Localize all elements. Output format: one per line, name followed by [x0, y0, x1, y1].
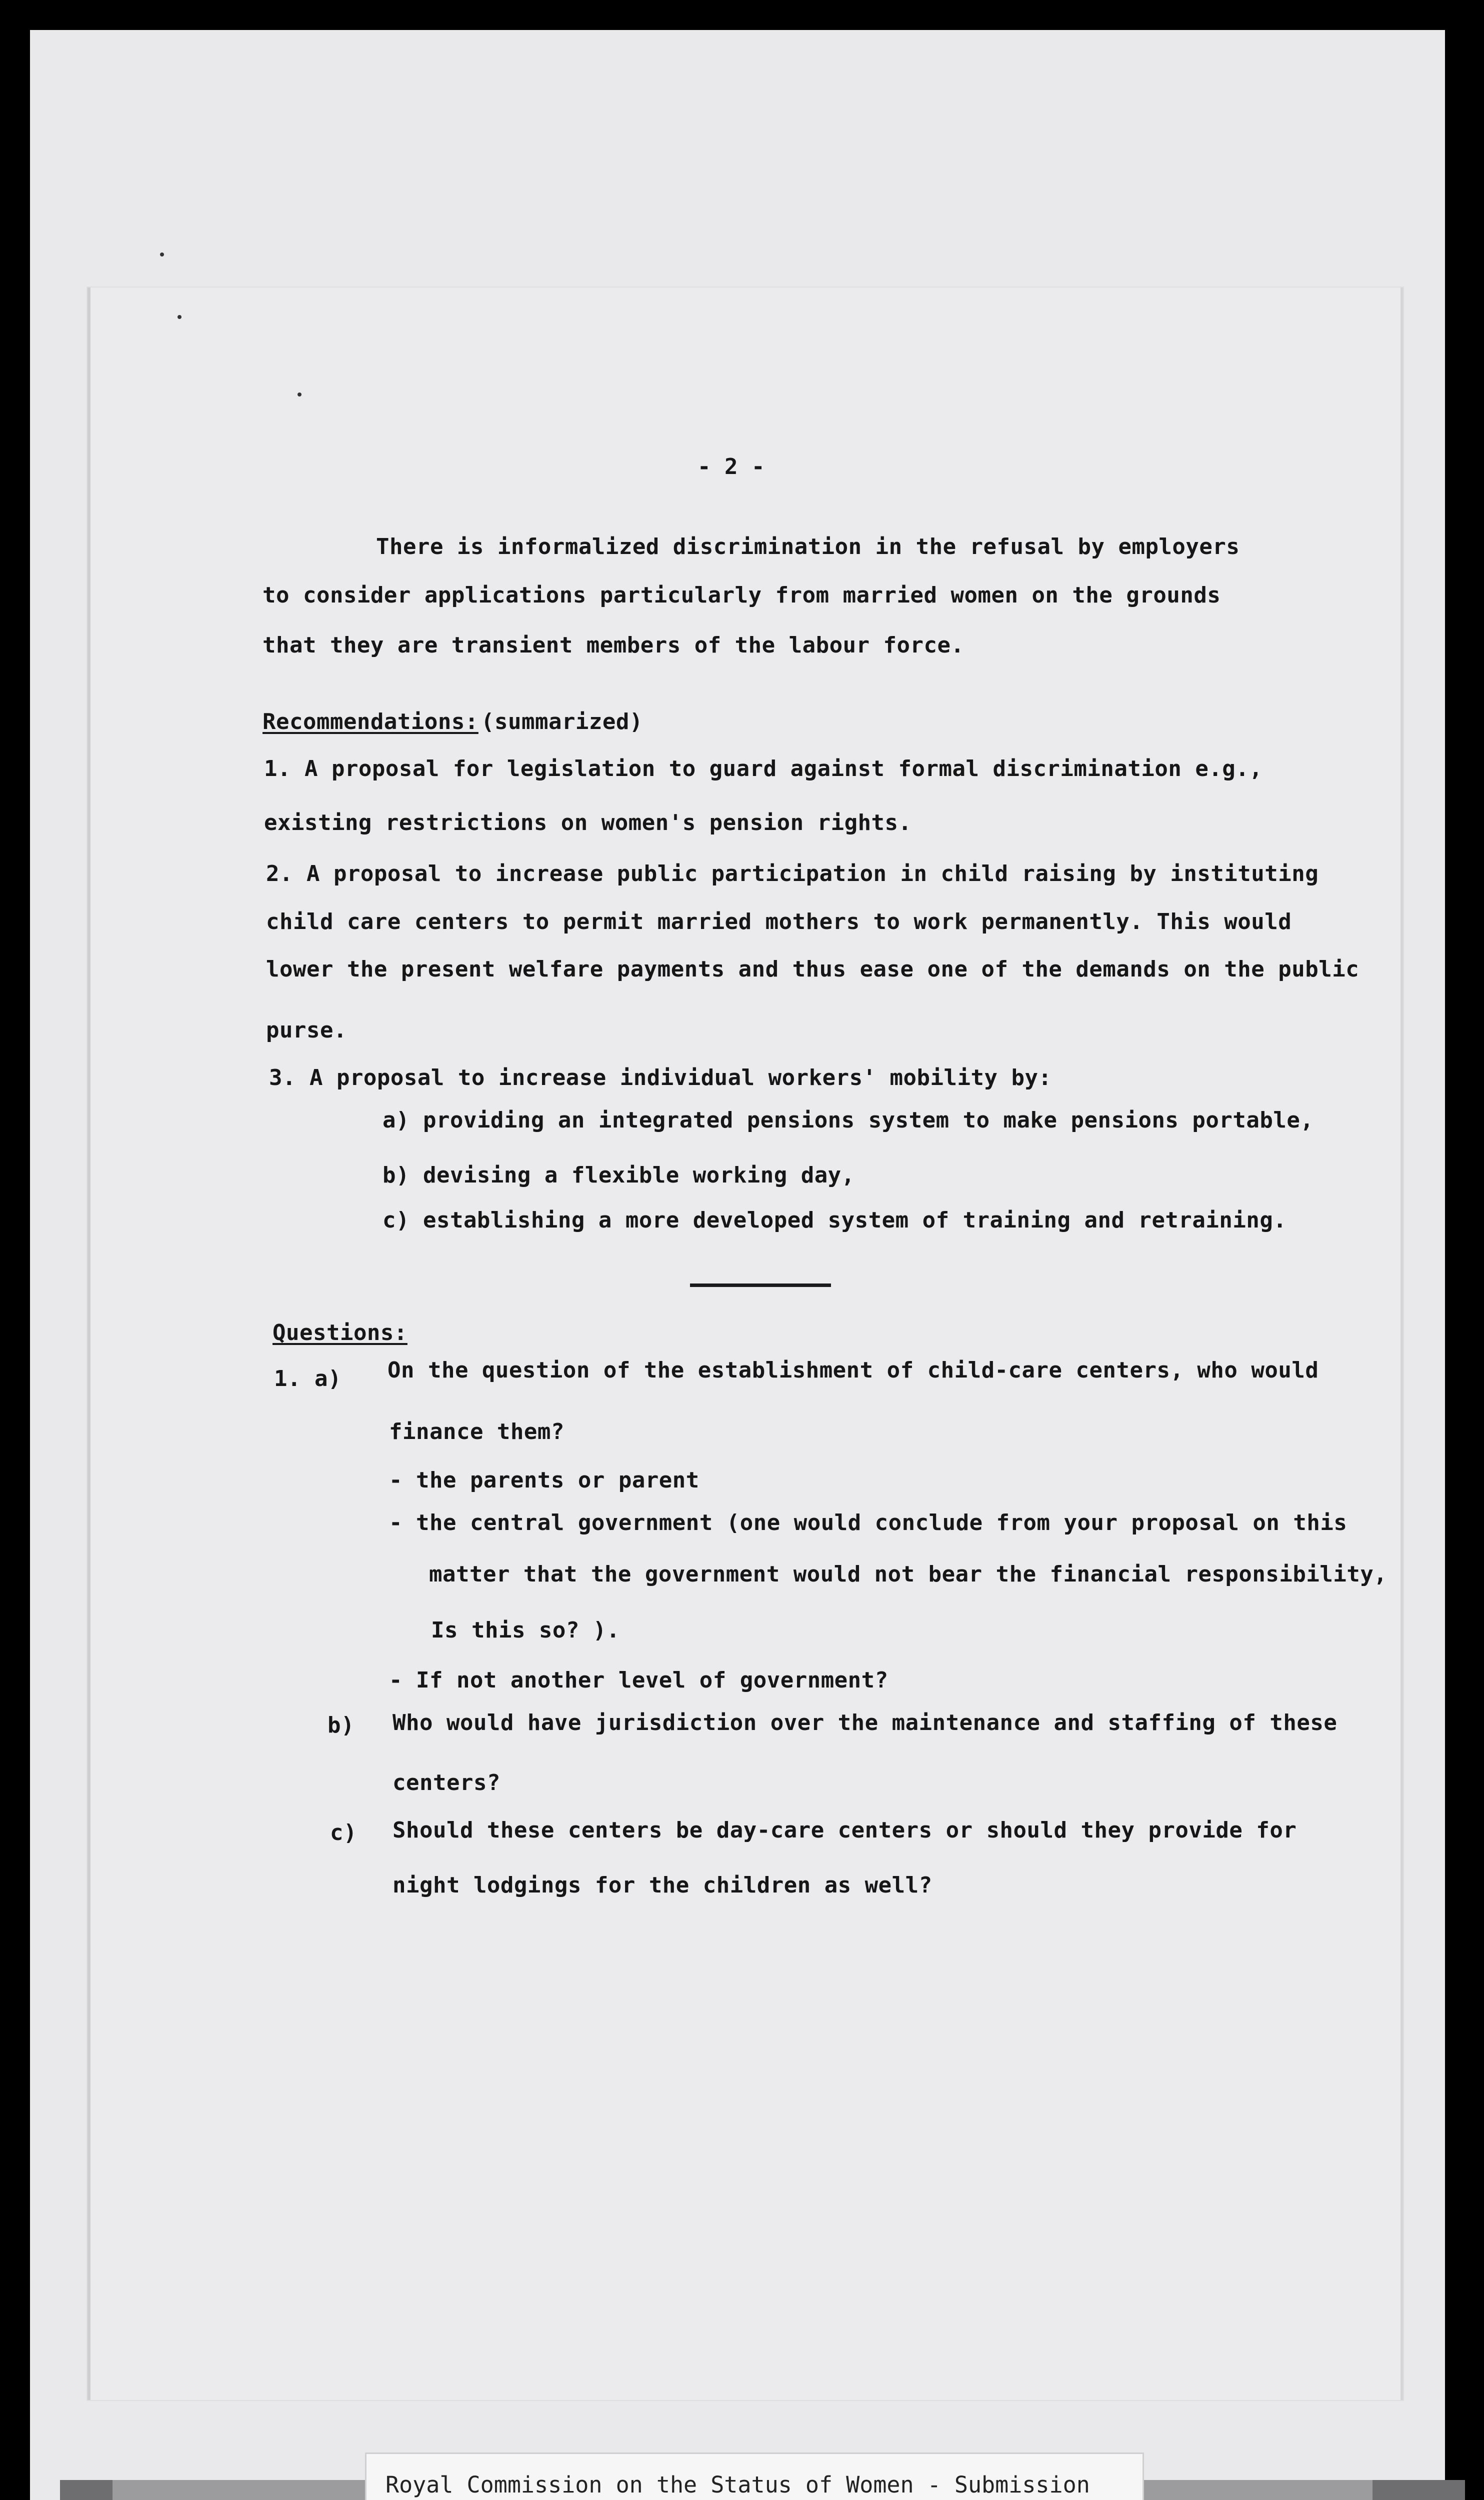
question-option: - the central government (one would conclude from your proposal on this — [389, 1510, 1348, 1536]
question-line: night lodgings for the children as well? — [392, 1872, 932, 1898]
recommendation-subitem: c) establishing a more developed system of training and retraining. — [382, 1208, 1287, 1233]
speck — [298, 392, 302, 396]
question-option: - the parents or parent — [389, 1468, 700, 1493]
question-line: Should these centers be day-care centers or should they provide for — [392, 1818, 1297, 1843]
recommendation-subitem: a) providing an integrated pensions system to make pensions portable, — [382, 1108, 1314, 1133]
recommendation-subitem: b) devising a flexible working day, — [382, 1162, 855, 1188]
page-number: - 2 - — [698, 454, 765, 480]
question-line: Is this so? ). — [431, 1618, 620, 1643]
recommendations-heading: Recommendations: — [262, 709, 478, 734]
question-line: Who would have jurisdiction over the maintenance and staffing of these — [392, 1710, 1338, 1736]
recommendations-note: (summarized) — [481, 709, 643, 734]
speck — [160, 252, 164, 256]
question-line: On the question of the establishment of child-care centers, who would — [388, 1358, 1319, 1383]
question-line: finance them? — [389, 1419, 564, 1444]
speck — [178, 315, 182, 319]
paragraph-line: to consider applications particularly from married women on the grounds — [262, 582, 1221, 608]
recommendation-line: purse. — [266, 1018, 347, 1043]
recommendation-line: 1. A proposal for legislation to guard against formal discrimination e.g., — [264, 756, 1263, 782]
question-letter: c) — [330, 1820, 357, 1846]
recommendation-line: 2. A proposal to increase public participation in child raising by instituting — [266, 861, 1319, 886]
section-divider — [690, 1284, 831, 1287]
recommendation-line: existing restrictions on women's pension rights. — [264, 810, 912, 836]
question-line: centers? — [392, 1770, 500, 1796]
question-option: - If not another level of government? — [389, 1668, 888, 1693]
question-number: 1. a) — [274, 1366, 342, 1392]
recommendation-line: 3. A proposal to increase individual workers' mobility by: — [269, 1065, 1052, 1090]
question-letter: b) — [328, 1712, 354, 1738]
paragraph-line: There is informalized discrimination in the refusal by employers — [376, 534, 1240, 560]
label-line-1: Royal Commission on the Status of Women - Submission — [386, 2472, 1090, 2498]
questions-heading: Questions: — [272, 1320, 408, 1346]
question-line: matter that the government would not bear the financial responsibility, — [429, 1562, 1388, 1587]
recommendation-line: lower the present welfare payments and thus ease one of the demands on the public — [266, 956, 1360, 982]
collection-label-card — [365, 2452, 1144, 2500]
paragraph-line: that they are transient members of the labour force. — [262, 632, 964, 658]
recommendation-line: child care centers to permit married mothers to work permanently. This would — [266, 909, 1292, 934]
